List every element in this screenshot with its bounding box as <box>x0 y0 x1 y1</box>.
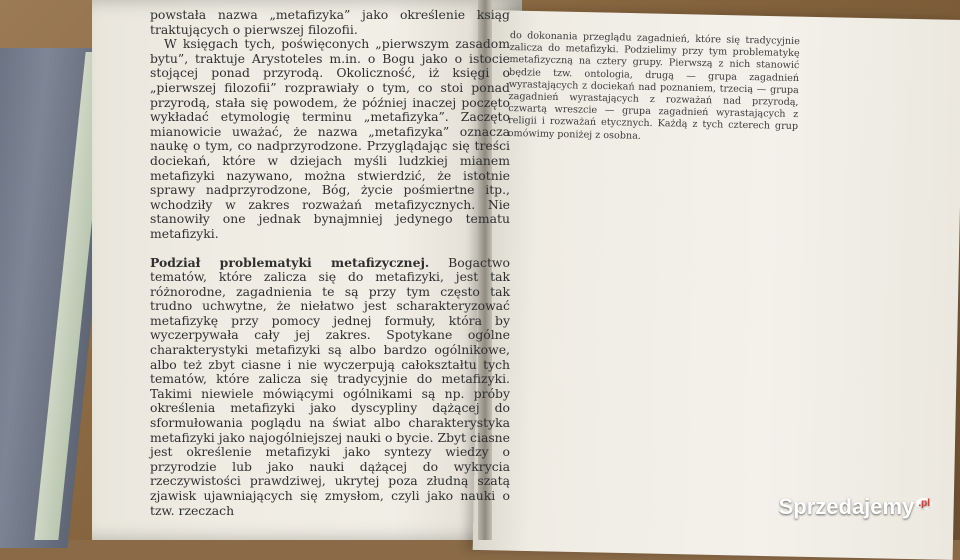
right-page-text <box>508 30 800 146</box>
section-body: Bogactwo tematów, które zalicza się do metafizyki, jest tak różnorodne, zagadnienia te są przy tym często tak trudno uchwytne, że niełatwo jest scharakteryzować metafizykę przy pomocy jednej formuły, która by wyczerpywała cały jej zakres. Spotykane ogólne charakterystyki metafizyki są albo bardzo ogólnikowe, albo też zbyt ciasne i nie wyczerpują całokształtu tych tematów, które zalicza się tradycyjnie do metafizyki. Takimi niewiele mówiącymi ogólnikami są np. próby określenia metafizyki jako dyscypliny dążącej do sformułowania poglądu na świat albo charakterystyka metafizyki jako najogólniejszej nauki o bycie. Zbyt ciasne jest określenie metafizyki jako syntezy wiedzy o przyrodzie lub jako nauki dążącej do wykrycia rzeczywistości prawdziwej, ukrytej poza złudną szatą zjawisk ujawniających się zmysłom, czyli jako nauki o tzw. rzeczach <box>150 254 510 518</box>
right-paragraph-1: do dokonania przeglądu zagadnień, które się tradycyjnie zalicza do metafizyki. Podzielimy przy tym problematykę metafizyczną na cztery grupy. Pierwszą z nich stanowić będzie tzw. ontologia, drugą — grupa zagadnień wyrastających z dociekań nad poznaniem, trzecią — grupa zagadnień wyrastających z rozważań nad przyrodą, czwartą wreszcie — grupa zagadnień wyrastających z religii i rozważań etycznych. Każdą z tych czterech grup omówimy poniżej z osobna. <box>507 30 800 142</box>
left-paragraph-3 <box>150 256 510 519</box>
logo-text: Sprzedajemy <box>778 494 915 519</box>
logo-suffix: .pl <box>918 497 930 509</box>
sprzedajemy-logo <box>779 494 932 520</box>
left-paragraph-1: powstała nazwa „metafizyka” jako określenie ksiąg traktujących o pierwszej filozofii. <box>150 7 510 37</box>
left-page-text <box>150 8 510 518</box>
section-title: Podział problematyki metafizycznej. <box>150 254 430 270</box>
left-paragraph-2: W księgach tych, poświęconych „pierwszym zasadom bytu”, traktuje Arystoteles m.in. o Bogu jako o istocie stojącej ponad przyrodą. Okoliczność, iż księgi o „pierwszej filozofii” rozprawiały o tym, co stoi ponad przyrodą, stała się powodem, że później inaczej poczęto wykładać etymologię terminu „metafizyka”. Zaczęto mianowicie uważać, że nazwa „metafizyka” oznacza naukę o tym, co nadprzyrodzone. Przyglądając się treści dociekań, które w dziejach myśli ludzkiej mianem metafizyki nazywano, można stwierdzić, że istotnie sprawy nadprzyrodzone, Bóg, życie pośmiertne itp., wchodziły w zakres rozważań metafizycznych. Nie stanowiły one jednak bynajmniej jedynego tematu metafizyki. <box>150 36 510 241</box>
